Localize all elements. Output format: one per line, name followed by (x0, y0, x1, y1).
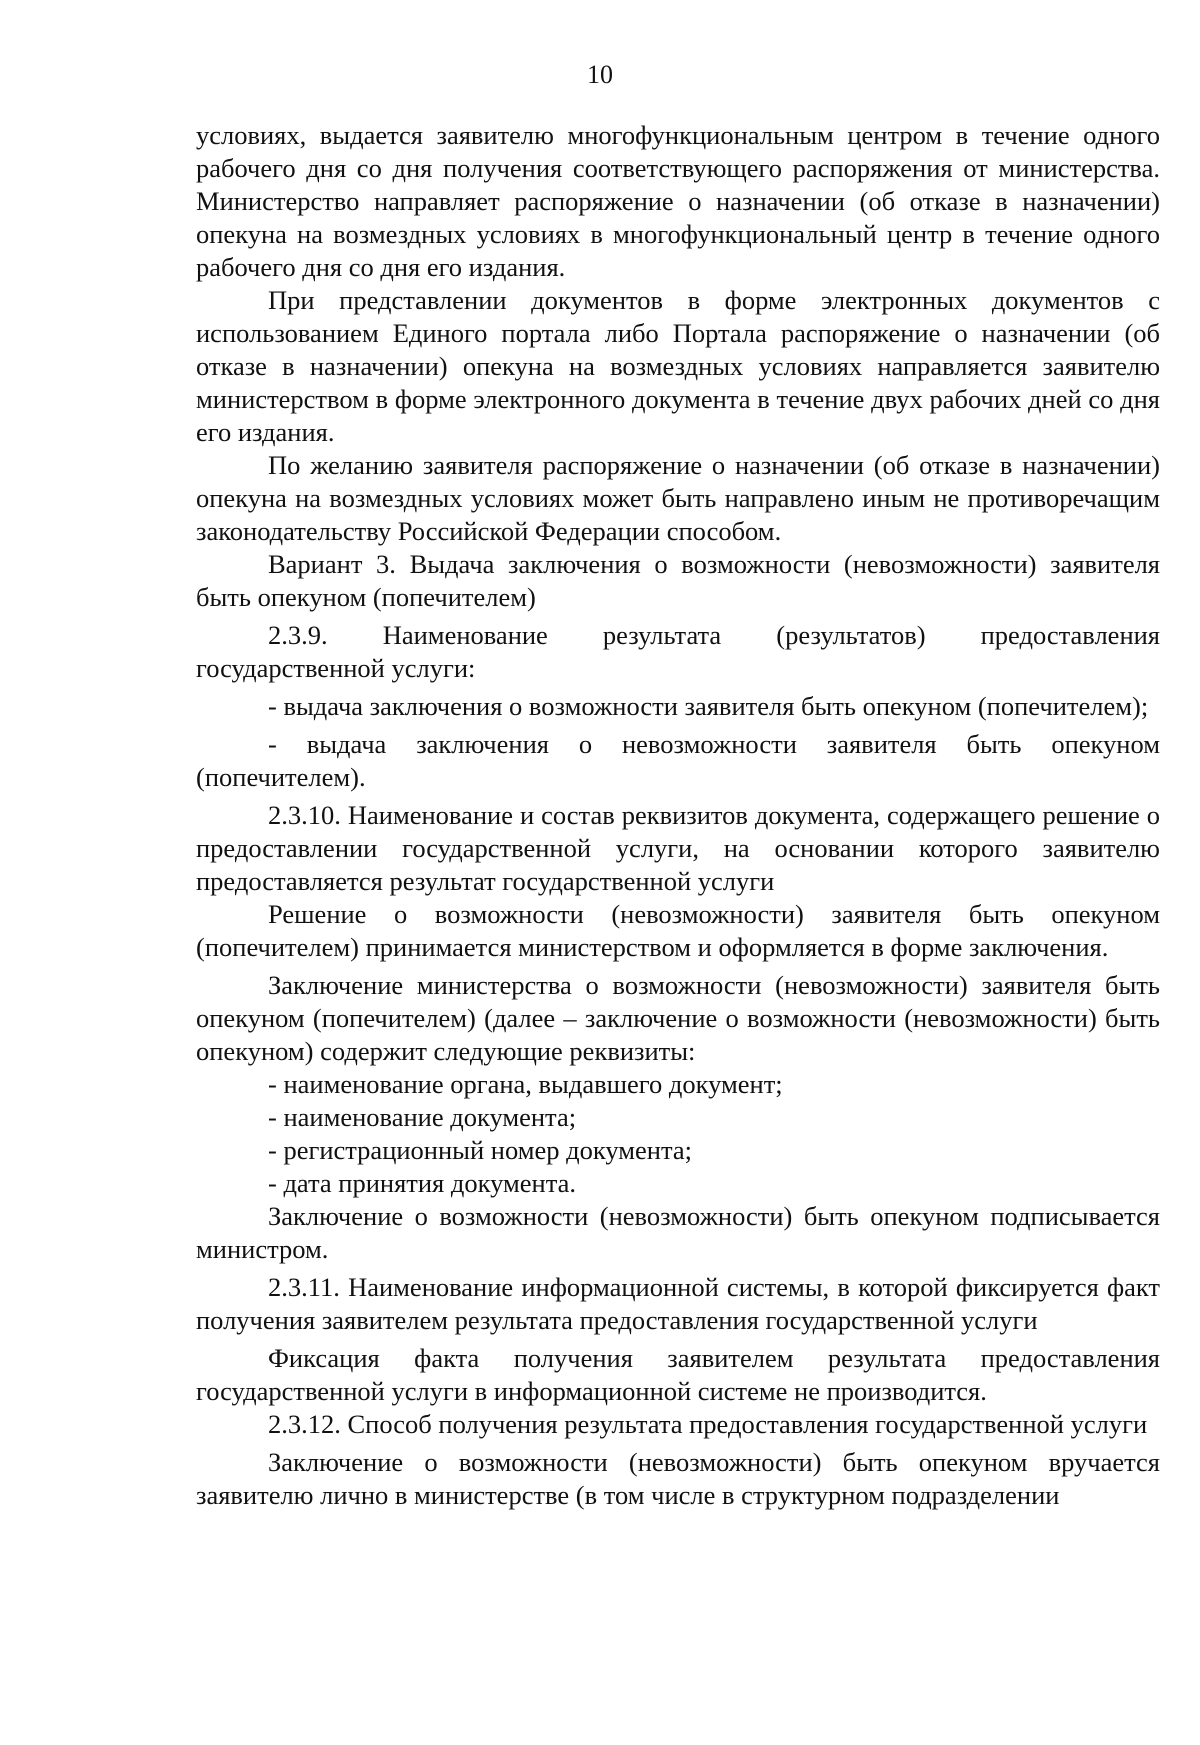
paragraph-result-delivery-mfc: условиях, выдается заявителю многофункциональным центром в течение одного рабочего дня со дня получения соответствующего распоряжения от министерства. Министерство направляет распоряжение о назначении (об отказе в назначении) опекуна на возмездных условиях в многофункциональный центр в течение одного рабочего дня со дня его издания. (196, 120, 1160, 282)
section-heading-variant-3: Вариант 3. Выдача заключения о возможности (невозможности) заявителя быть опекуном (попечителем) (196, 549, 1160, 612)
section-heading-2-3-10: 2.3.10. Наименование и состав реквизитов документа, содержащего решение о предоставлении государственной услуги, на основании которого заявителю предоставляется результат государственной услуги (196, 800, 1160, 896)
section-heading-2-3-11: 2.3.11. Наименование информационной системы, в которой фиксируется факт получения заявителем результата предоставления государственной услуги (196, 1272, 1160, 1335)
list-item-issuing-authority: - наименование органа, выдавшего документ; (268, 1069, 783, 1099)
document-body (196, 119, 1160, 1512)
page-number: 10 (587, 60, 613, 89)
paragraph-signed-by-minister: Заключение о возможности (невозможности) быть опекуном подписывается министром. (196, 1201, 1160, 1264)
paragraph-personal-handover: Заключение о возможности (невозможности) быть опекуном вручается заявителю лично в министерстве (в том числе в структурном подразделении (196, 1447, 1160, 1510)
paragraph-no-fixation: Фиксация факта получения заявителем результата предоставления государственной услуги в информационной системе не производится. (196, 1343, 1160, 1406)
list-item-adoption-date: - дата принятия документа. (268, 1168, 576, 1198)
paragraph-alternative-delivery: По желанию заявителя распоряжение о назначении (об отказе в назначении) опекуна на возмездных условиях может быть направлено иным не противоречащим законодательству Российской Федерации способом. (196, 450, 1160, 546)
paragraph-electronic-delivery: При представлении документов в форме электронных документов с использованием Единого портала либо Портала распоряжение о назначении (об отказе в назначении) опекуна на возмездных условиях направляется заявителю министерством в форме электронного документа в течение двух рабочих дней со дня его издания. (196, 285, 1160, 447)
list-item-registration-number: - регистрационный номер документа; (268, 1135, 692, 1165)
paragraph-conclusion-requisites: Заключение министерства о возможности (невозможности) заявителя быть опекуном (попечителем) (далее – заключение о возможности (невозможности) быть опекуном) содержит следующие реквизиты: (196, 970, 1160, 1066)
list-item-document-name: - наименование документа; (268, 1102, 577, 1132)
list-item-impossibility-conclusion: - выдача заключения о невозможности заявителя быть опекуном (попечителем). (196, 729, 1160, 792)
section-heading-2-3-9: 2.3.9. Наименование результата (результатов) предоставления государственной услуги: (196, 620, 1160, 683)
section-heading-2-3-12: 2.3.12. Способ получения результата предоставления государственной услуги (268, 1409, 1148, 1439)
list-item-possibility-conclusion: - выдача заключения о возможности заявителя быть опекуном (попечителем); (268, 691, 1149, 721)
paragraph-decision-form: Решение о возможности (невозможности) заявителя быть опекуном (попечителем) принимается министерством и оформляется в форме заключения. (196, 899, 1160, 962)
